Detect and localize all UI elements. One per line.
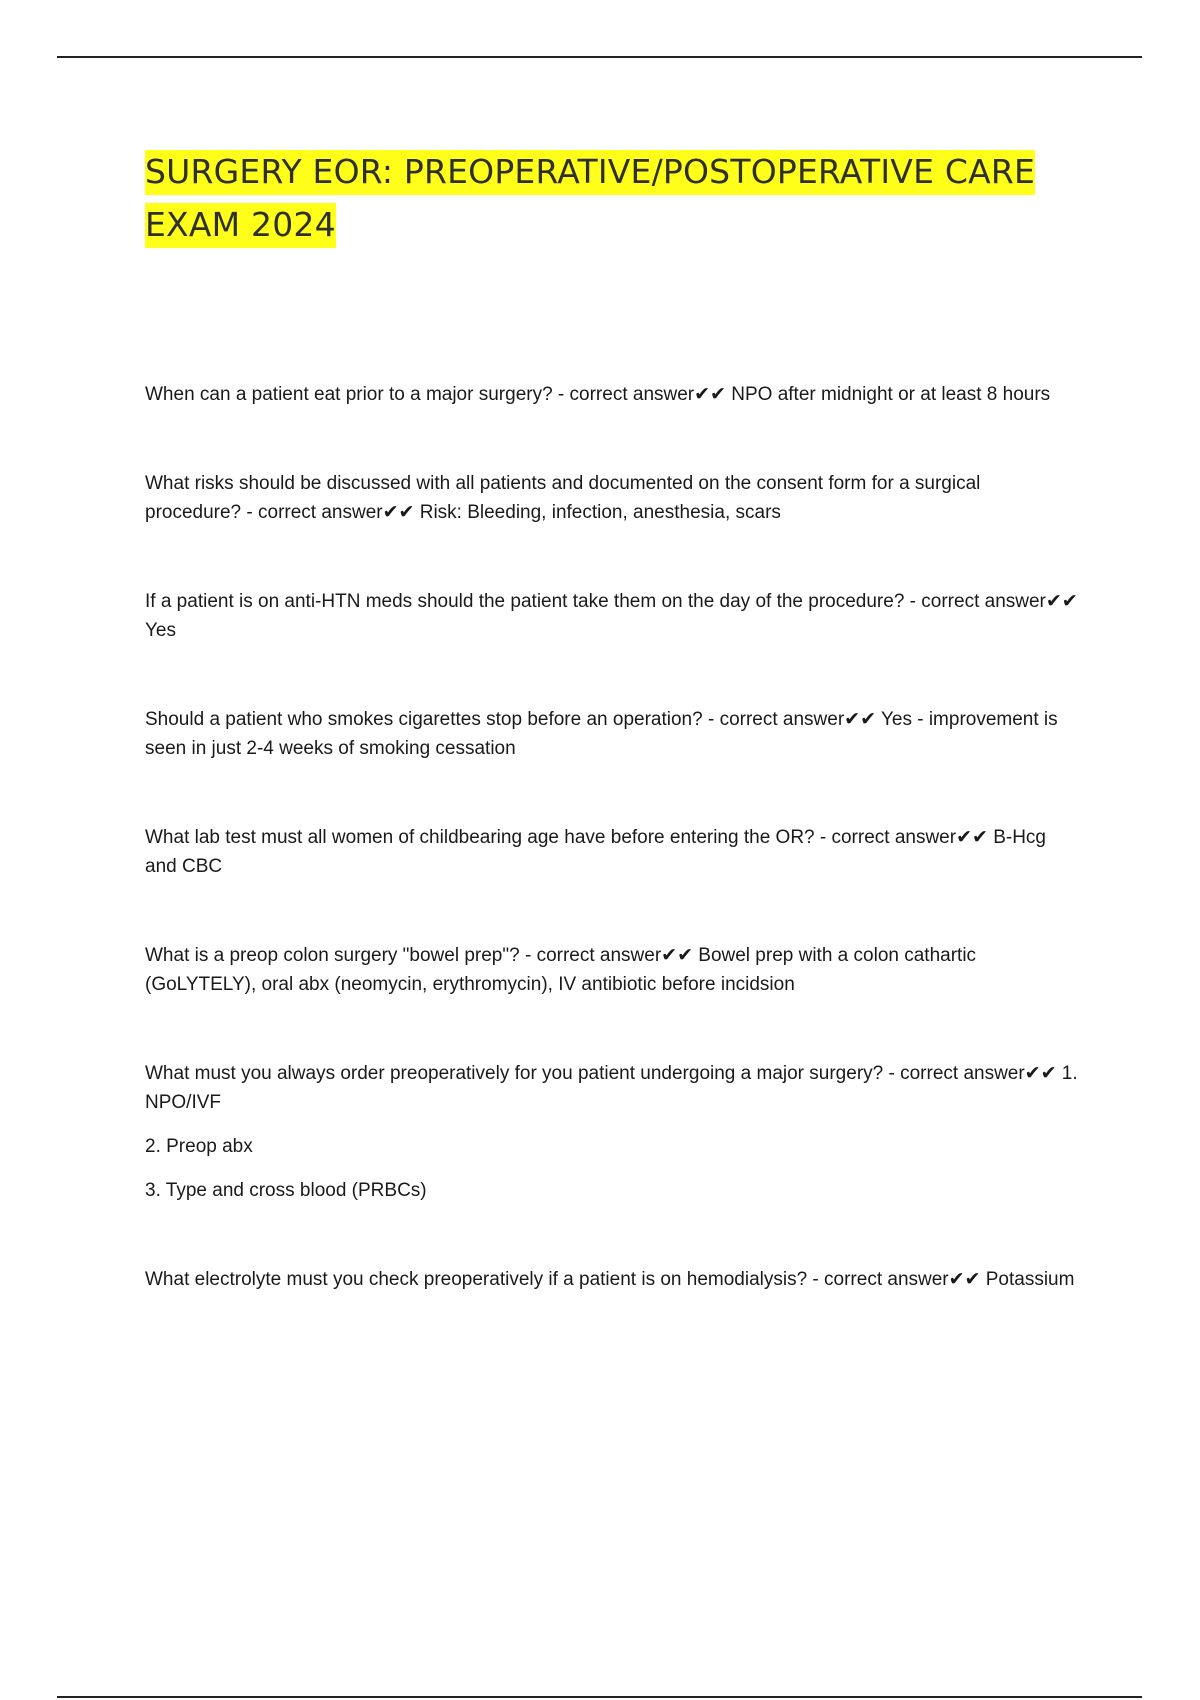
qa-item-7	[145, 1059, 1080, 1205]
qa-text: Should a patient who smokes cigarettes stop before an operation? - correct answer✔✔ Yes - improvement is seen in just 2-4 weeks of smoking cessation	[145, 709, 1058, 759]
qa-list-line-2: 2. Preop abx	[145, 1136, 253, 1157]
qa-item-8	[145, 1265, 1080, 1294]
qa-text: What is a preop colon surgery "bowel prep"? - correct answer✔✔ Bowel prep with a colon cathartic (GoLYTELY), oral abx (neomycin, erythromycin), IV antibiotic before incidsion	[145, 945, 977, 995]
qa-text: If a patient is on anti-HTN meds should the patient take them on the day of the procedure? - correct answer✔✔ Yes	[145, 591, 1078, 641]
qa-item-3	[145, 587, 1080, 645]
qa-text: What must you always order preoperatively for you patient undergoing a major surgery? - correct answer✔✔ 1. NPO/IVF	[145, 1063, 1078, 1113]
qa-item-2	[145, 469, 1080, 527]
qa-item-4	[145, 705, 1080, 763]
qa-item-5	[145, 823, 1080, 881]
qa-text: What electrolyte must you check preoperatively if a patient is on hemodialysis? - correct answer✔✔ Potassium	[145, 1269, 1075, 1290]
title-highlight: SURGERY EOR: PREOPERATIVE/POSTOPERATIVE CARE EXAM 2024	[145, 150, 1035, 248]
document-title	[145, 145, 1085, 251]
bottom-rule	[57, 1696, 1142, 1698]
qa-list-line-3: 3. Type and cross blood (PRBCs)	[145, 1180, 427, 1201]
top-rule	[57, 56, 1142, 58]
qa-item-6	[145, 941, 1080, 999]
qa-text: What lab test must all women of childbearing age have before entering the OR? - correct answer✔✔ B-Hcg and CBC	[145, 827, 1046, 877]
qa-list	[145, 380, 1080, 1354]
qa-item-1	[145, 380, 1080, 409]
qa-text: When can a patient eat prior to a major surgery? - correct answer✔✔ NPO after midnight or at least 8 hours	[145, 384, 1051, 405]
qa-text: What risks should be discussed with all patients and documented on the consent form for a surgical procedure? - correct answer✔✔ Risk: Bleeding, infection, anesthesia, scars	[145, 473, 981, 523]
